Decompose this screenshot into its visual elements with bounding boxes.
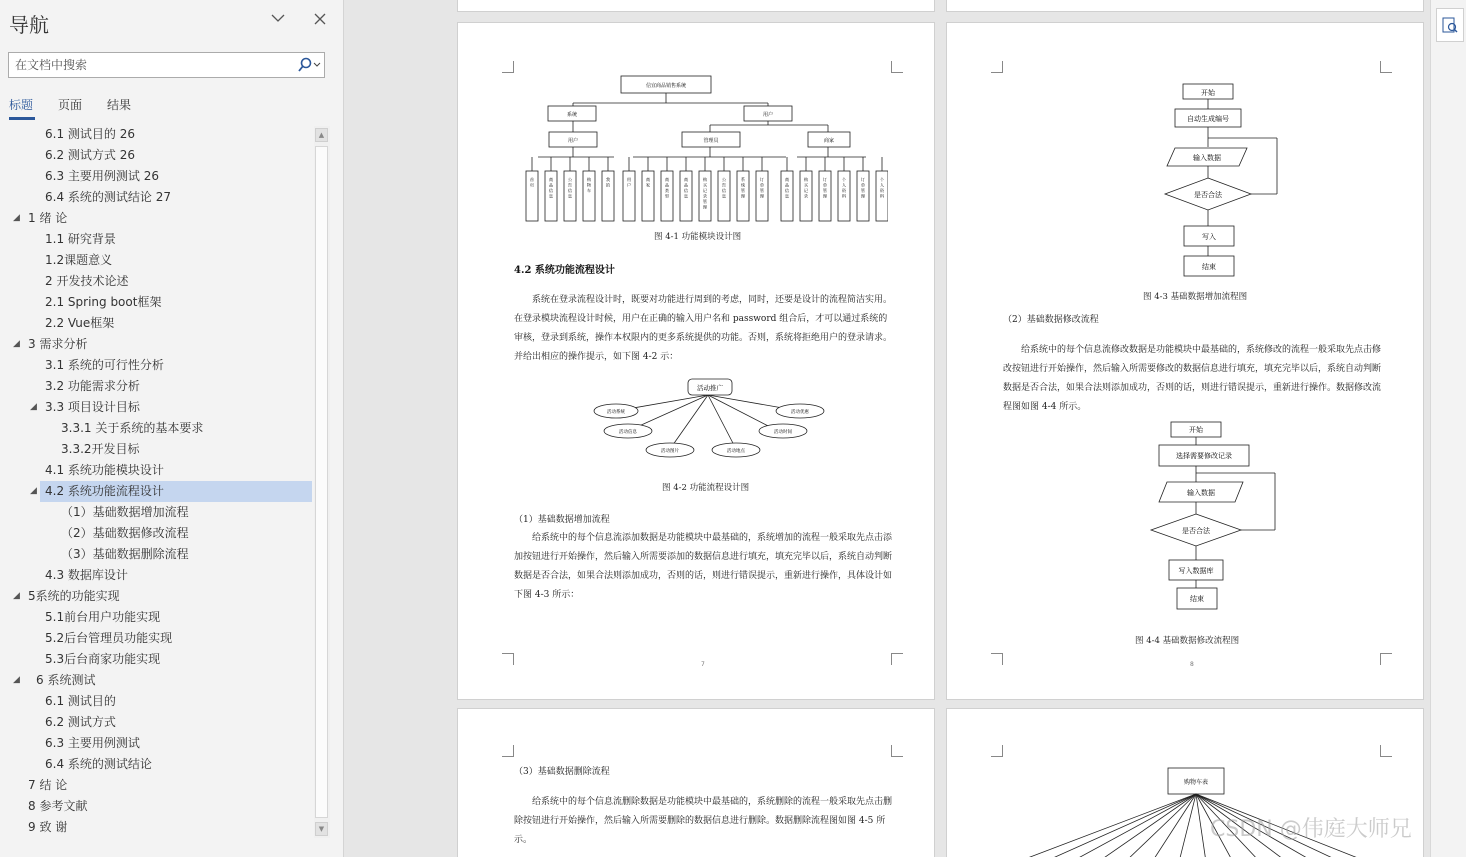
outline-item-label: 3.1 系统的可行性分析 <box>45 358 164 372</box>
margin-mark <box>891 745 903 757</box>
close-icon[interactable] <box>309 10 331 32</box>
flow-node: 活动系统 <box>607 410 625 415</box>
outline-item[interactable] <box>0 166 314 187</box>
tree-leaf: 商品信息 <box>548 177 554 199</box>
flow-node: 输入数据 <box>1193 154 1221 162</box>
page-number: 7 <box>701 661 705 668</box>
tree-node: 用户 <box>762 112 774 118</box>
outline-item[interactable] <box>0 586 314 607</box>
outline-item[interactable] <box>0 628 314 649</box>
collapse-caret-icon[interactable]: ◢ <box>30 402 37 412</box>
tree-node: 系统 <box>566 112 578 118</box>
search-icon[interactable] <box>294 55 322 75</box>
flow-node: 写入 <box>1202 233 1216 241</box>
outline-item-label: 4.1 系统功能模块设计 <box>45 463 164 477</box>
outline-item-label: 5.1前台用户功能实现 <box>45 610 161 624</box>
search-box <box>8 52 325 78</box>
outline-item-label: 3.3.1 关于系统的基本要求 <box>61 421 204 435</box>
flow-node: 活动优惠 <box>791 410 809 415</box>
outline-item-label: 2.2 Vue框架 <box>45 316 115 330</box>
page-7 <box>457 22 935 700</box>
document-search-icon[interactable] <box>1436 8 1464 42</box>
figure-caption: 图 4-2 功能流程设计图 <box>662 483 750 493</box>
edit-flowchart <box>1147 418 1297 618</box>
subsection-title: （1）基础数据增加流程 <box>514 515 610 525</box>
document-area[interactable] <box>345 0 1430 857</box>
margin-mark <box>991 61 1003 73</box>
outline-item[interactable] <box>0 775 314 796</box>
tree-leaf: 用户 <box>626 177 632 188</box>
tree-node: 用户 <box>567 138 579 144</box>
outline-item-label: 6.4 系统的测试结论 <box>45 757 152 771</box>
outline-item[interactable] <box>0 145 314 166</box>
cart-table-diagram <box>1007 764 1387 857</box>
tree-leaf: 系统管理 <box>740 177 746 199</box>
outline-item-label: （1）基础数据增加流程 <box>61 505 189 519</box>
tree-leaf: 商品类型 <box>664 177 670 199</box>
body-paragraph: 给系统中的每个信息流删除数据是功能模块中最基础的，系统删除的流程一般采取先点击删除按钮进行开始操作，然后输入所需要删除的数据信息进行删除。数据删除流程图如图 4-5 所示。 <box>514 797 893 845</box>
body-paragraph: 给系统中的每个信息流修改数据是功能模块中最基础的，系统修改的流程一般采取先点击修改按钮进行开始操作，然后输入所需要修改的数据信息进行填充，填充完毕以后，系统自动判断数据是否合法，如果合法则添加成功，否则的话，则进行错误提示，重新进行操作。数据修改流程图如图 4-4 所示。 <box>1003 345 1382 412</box>
tab-results[interactable]: 结果 <box>107 98 132 112</box>
tree-leaf: 商品信息 <box>784 177 790 199</box>
tab-headings[interactable]: 标题 <box>9 98 34 112</box>
flow-node: 结束 <box>1202 263 1216 271</box>
outline-item-label: 5.2后台管理员功能实现 <box>45 631 173 645</box>
outline-item[interactable] <box>0 754 314 775</box>
outline-item[interactable] <box>0 208 314 229</box>
outline-item[interactable] <box>0 607 314 628</box>
collapse-caret-icon[interactable]: ◢ <box>13 339 20 349</box>
body-paragraph: 给系统中的每个信息流添加数据是功能模块中最基础的，系统增加的流程一般采取先点击添加按钮进行开始操作，然后输入所需要添加的数据信息进行填充，填充完毕以后，系统自动判断数据是否合法，如果合法则添加成功，否则的话，则进行错误提示，重新进行操作，具体设计如下图 4-3 所示： <box>514 533 893 600</box>
outline-item[interactable] <box>0 691 314 712</box>
scroll-up-icon[interactable]: ▲ <box>315 128 328 142</box>
margin-mark <box>891 653 903 665</box>
outline-item-label: 3.2 功能需求分析 <box>45 379 140 393</box>
section-heading: 4.2 系统功能流程设计 <box>514 265 615 276</box>
outline-item-label: 1.2课题意义 <box>45 253 113 267</box>
margin-mark <box>991 745 1003 757</box>
flow-node: 活动地点 <box>727 449 745 454</box>
outline-item-label: 5.3后台商家功能实现 <box>45 652 161 666</box>
outline-item-label: 6.3 主要用例测试 26 <box>45 169 159 183</box>
outline-item[interactable] <box>0 250 314 271</box>
tree-leaf: 首页 <box>529 177 535 188</box>
outline-item[interactable] <box>0 334 314 355</box>
flow-node: 输入数据 <box>1187 489 1215 497</box>
tree-node: 商家 <box>823 138 835 144</box>
outline-item[interactable] <box>0 376 314 397</box>
outline-item-label: 6.2 测试方式 <box>45 715 116 729</box>
outline-item-label: 7 结 论 <box>28 778 68 792</box>
outline-item[interactable] <box>0 292 314 313</box>
outline-item-label: 8 参考文献 <box>28 799 88 813</box>
body-paragraph: 系统在登录流程设计时，既要对功能进行周到的考虑，同时，还要是设计的流程简洁实用。在登录模块流程设计时候，用户在正确的输入用户名和 password 组合后，才可以通过系统的审核，登录到系统，操作本权限内的更多系统提供的功能。否则，系统将拒绝用户的登录请求。并给出相应的操作提示，如下图 4-2 示： <box>514 295 893 362</box>
outline-item-label: 9 致 谢 <box>28 820 68 834</box>
tab-pages[interactable]: 页面 <box>58 98 83 112</box>
outline-item-label: 6.2 测试方式 26 <box>45 148 135 162</box>
tree-node: 管理员 <box>703 138 719 144</box>
subsection-title: （2）基础数据修改流程 <box>1003 315 1099 325</box>
tree-leaf: 商家 <box>645 177 651 188</box>
outline-tree <box>0 124 314 844</box>
tree-leaf: 订单管理 <box>822 177 828 199</box>
outline-item[interactable] <box>0 565 314 586</box>
outline-item-label: 4.3 数据库设计 <box>45 568 128 582</box>
outline-item-label: 4.2 系统功能流程设计 <box>45 484 164 498</box>
outline-item[interactable] <box>0 523 314 544</box>
outline-item[interactable] <box>0 397 314 418</box>
outline-item[interactable] <box>0 712 314 733</box>
module-tree-diagram <box>518 73 888 253</box>
tree-leaf: 购买记录 <box>803 177 809 199</box>
figure-caption: 图 4-1 功能模块设计图 <box>654 232 742 242</box>
flow-node: 活动信息 <box>619 430 637 435</box>
outline-item[interactable] <box>0 796 314 817</box>
outline-item[interactable] <box>0 229 314 250</box>
page-8 <box>946 22 1424 700</box>
tree-leaf: 订单管理 <box>860 177 866 199</box>
page-5-bottom <box>946 0 1424 12</box>
tree-leaf: 订单管理 <box>759 177 765 199</box>
collapse-caret-icon[interactable]: ◢ <box>13 591 20 601</box>
outline-item[interactable] <box>0 439 314 460</box>
outline-item-label: 6.1 测试目的 26 <box>45 127 135 141</box>
flow-node: 写入数据库 <box>1178 567 1214 575</box>
outline-item[interactable] <box>0 418 314 439</box>
flow-node: 是否合法 <box>1182 527 1210 535</box>
tree-leaf: 购物车 <box>586 177 592 193</box>
flow-node: 开始 <box>1201 89 1215 97</box>
tree-leaf: 个人资料 <box>879 177 885 199</box>
outline-item-label: 3 需求分析 <box>28 337 88 351</box>
flow-node: 是否合法 <box>1194 191 1222 199</box>
tree-root: 信宜商品销售系统 <box>645 83 687 89</box>
outline-item[interactable] <box>0 817 314 838</box>
margin-mark <box>1380 61 1392 73</box>
flow-node: 自动生成编号 <box>1187 115 1229 123</box>
tree-leaf: 个人资料 <box>841 177 847 199</box>
page-number: 8 <box>1190 661 1194 668</box>
subsection-title: （3）基础数据删除流程 <box>514 767 610 777</box>
tree-leaf: 公告信息 <box>721 177 727 199</box>
figure-caption: 图 4-4 基础数据修改流程图 <box>1135 636 1240 646</box>
outline-item-label: 6 系统测试 <box>36 673 96 687</box>
nav-title: 导航 <box>9 13 49 37</box>
outline-item[interactable] <box>0 544 314 565</box>
outline-item-label: 6.3 主要用例测试 <box>45 736 140 750</box>
active-tab-indicator <box>9 117 35 120</box>
outline-item-label: 2 开发技术论述 <box>45 274 129 288</box>
outline-item-label: （3）基础数据删除流程 <box>61 547 189 561</box>
flow-node: 结束 <box>1190 595 1204 603</box>
outline-item[interactable] <box>0 670 314 691</box>
flow-node: 选择需要修改记录 <box>1176 452 1232 460</box>
outline-item[interactable] <box>0 187 314 208</box>
outline-item-label: 1.1 研究背景 <box>45 232 116 246</box>
flow-node: 活动推广 <box>697 384 723 392</box>
watermark: CSDN @伟庭大师兄 <box>1210 817 1412 842</box>
margin-mark <box>991 653 1003 665</box>
margin-mark <box>502 653 514 665</box>
collapse-caret-icon[interactable]: ◢ <box>13 675 20 685</box>
add-flowchart <box>1147 78 1297 283</box>
figure-caption: 图 4-3 基础数据增加流程图 <box>1143 292 1248 302</box>
outline-item-label: 6.4 系统的测试结论 27 <box>45 190 171 204</box>
outline-item-label: （2）基础数据修改流程 <box>61 526 189 540</box>
outline-item-label: 1 绪 论 <box>28 211 68 225</box>
scroll-down-icon[interactable]: ▼ <box>315 822 328 836</box>
margin-mark <box>891 61 903 73</box>
outline-item[interactable] <box>30 481 312 502</box>
margin-mark <box>1380 745 1392 757</box>
outline-item[interactable] <box>0 733 314 754</box>
outline-item-label: 3.3.2开发目标 <box>61 442 140 456</box>
tree-leaf: 公告信息 <box>567 177 573 199</box>
outline-item[interactable] <box>0 313 314 334</box>
activity-flow-diagram <box>578 373 838 463</box>
outline-item[interactable] <box>0 502 314 523</box>
right-toolbar <box>1430 0 1466 857</box>
page-6-bottom <box>457 0 935 12</box>
chevron-down-icon[interactable] <box>267 10 289 32</box>
outline-item-label: 6.1 测试目的 <box>45 694 116 708</box>
page-9 <box>457 708 935 857</box>
outline-item-label: 3.3 项目设计目标 <box>45 400 140 414</box>
tree-leaf: 购买记录管理 <box>702 177 708 210</box>
tree-leaf: 我的 <box>605 177 611 188</box>
collapse-caret-icon[interactable]: ◢ <box>30 486 37 496</box>
outline-scrollbar[interactable] <box>314 126 330 838</box>
tree-leaf: 商品信息 <box>683 177 689 199</box>
margin-mark <box>1380 653 1392 665</box>
outline-item[interactable] <box>0 124 314 145</box>
outline-item[interactable] <box>0 649 314 670</box>
search-input[interactable] <box>15 56 285 74</box>
margin-mark <box>502 745 514 757</box>
outline-item[interactable] <box>0 271 314 292</box>
flow-node: 活动图片 <box>661 449 679 454</box>
scroll-thumb[interactable] <box>315 146 328 818</box>
collapse-caret-icon[interactable]: ◢ <box>13 213 20 223</box>
flow-node: 活动时间 <box>774 430 792 435</box>
outline-item[interactable] <box>0 460 314 481</box>
flow-node: 开始 <box>1189 426 1203 434</box>
diagram-root: 购物车表 <box>1183 779 1209 786</box>
margin-mark <box>502 61 514 73</box>
outline-item[interactable] <box>0 355 314 376</box>
navigation-pane <box>0 0 344 857</box>
outline-item-label: 2.1 Spring boot框架 <box>45 295 162 309</box>
outline-item-label: 5系统的功能实现 <box>28 589 120 603</box>
